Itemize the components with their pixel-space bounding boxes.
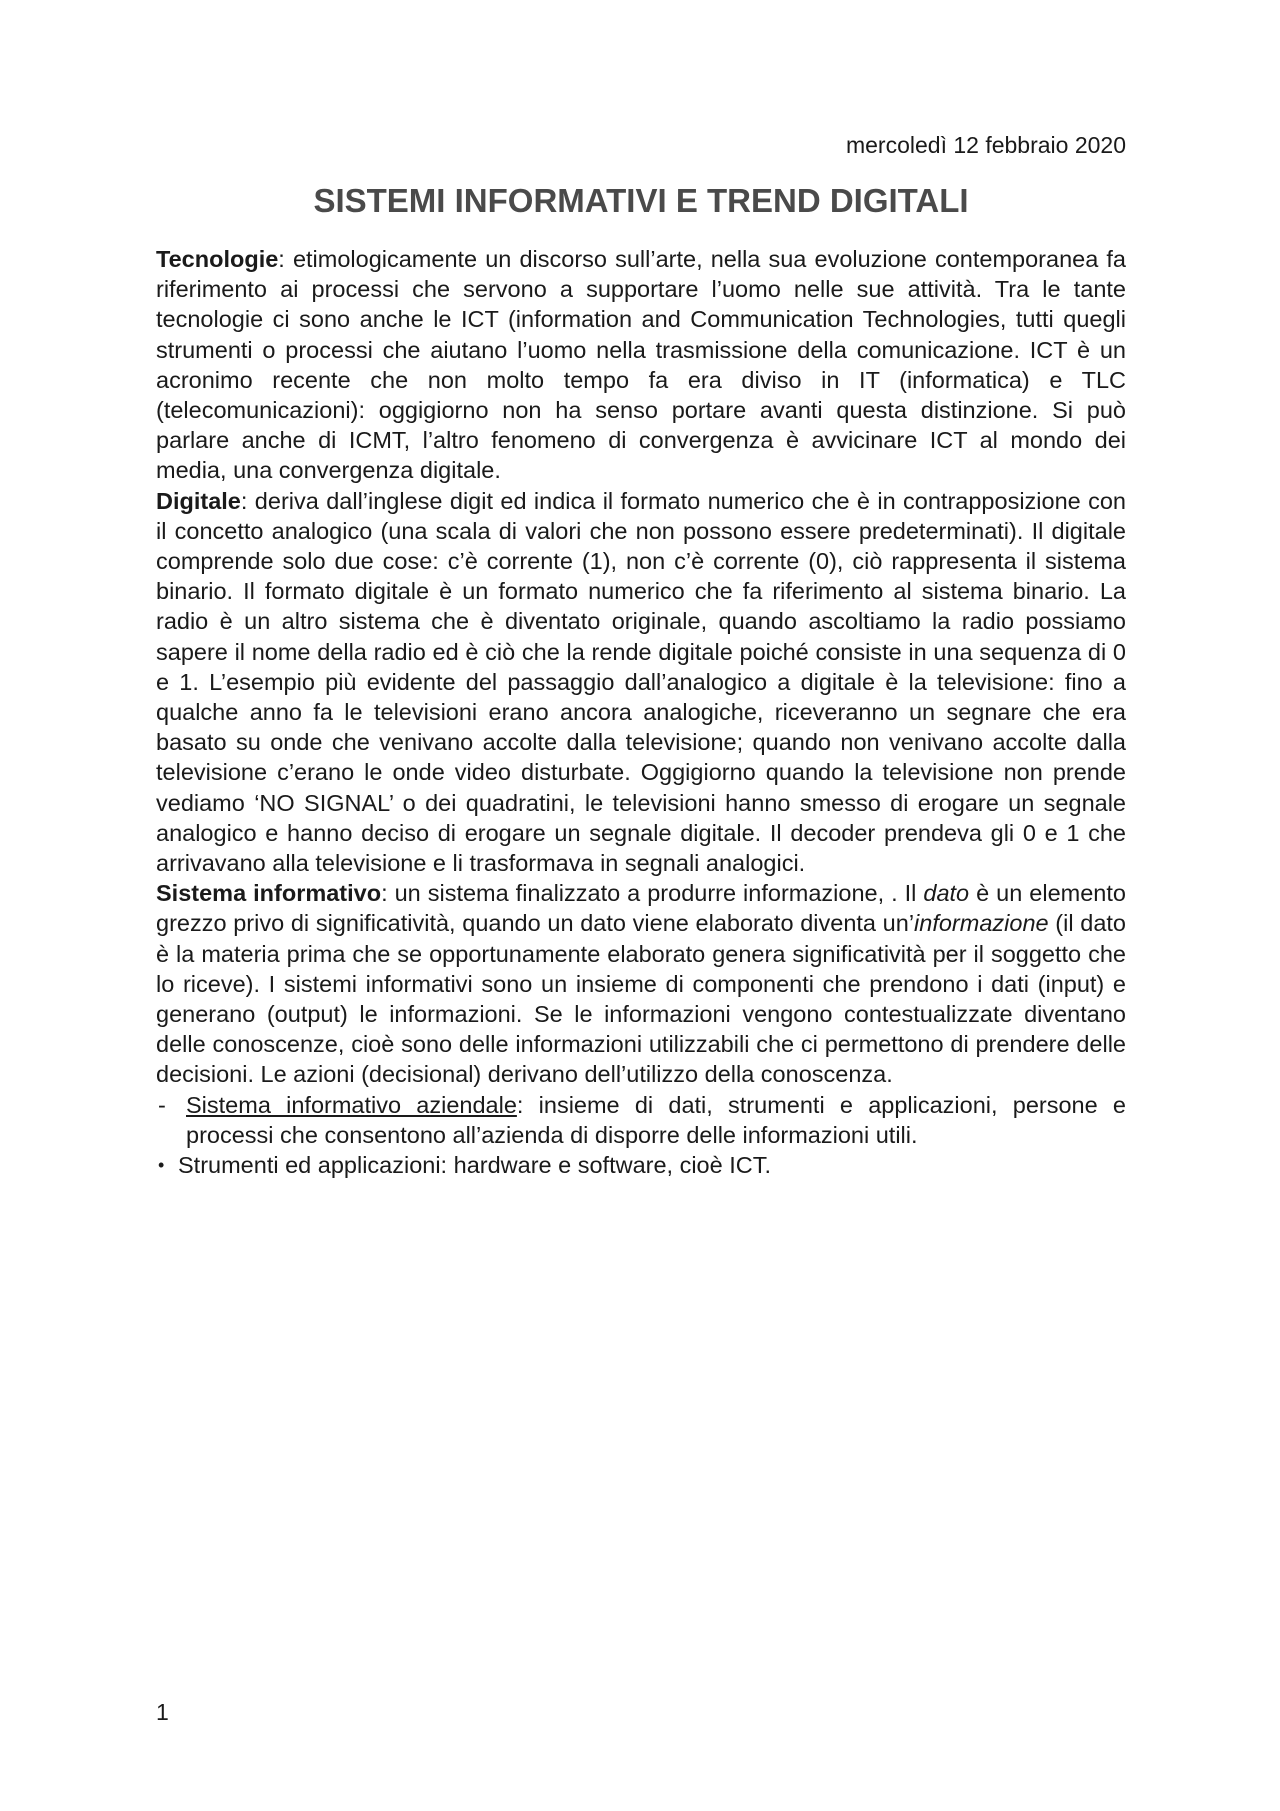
paragraph-text: : deriva dall’inglese digit ed indica il formato numerico che è in contrapposizione con il concetto analogico (una scala di valori che non possono essere predeterminati). Il digitale comprende solo due cose: c’è corrente (1), non c’è corrente (0), ciò rappresenta il sistema binario. Il formato digitale è un formato numerico che fa riferimento al sistema binario. La radio è un altro sistema che è diventato originale, quando ascoltiamo la radio possiamo sapere il nome della radio ed è ciò che la rende digitale poiché consiste in una sequenza di 0 e 1. L’esempio più evidente del passaggio dall’analogico a digitale è la televisione: fino a qualche anno fa le televisioni erano ancora analogiche, riceveranno un segnare che era basato su onde che venivano accolte dalla televisione; quando non venivano accolte dalla televisione c’erano le onde video disturbate. Oggigiorno quando la televisione non prende vediamo ‘NO SIGNAL’ o dei quadratini, le televisioni hanno smesso di erogare un segnale analogico e hanno deciso di erogare un segnale digitale. Il decoder prendeva gli 0 e 1 che arrivavano alla televisione e li trasformava in segnali analogici.: [156, 487, 1126, 877]
list-item-text: : insieme di dati, strumenti e applicazioni, persone e processi che consentono all’azienda di disporre delle informazioni utili.: [186, 1091, 1126, 1148]
term-digitale: Digitale: [156, 487, 241, 514]
paragraph-tecnologie: [156, 244, 1126, 486]
document-date: mercoledì 12 febbraio 2020: [845, 132, 1126, 158]
document-body: [156, 244, 1126, 1180]
term-sistema-informativo: Sistema informativo: [156, 880, 382, 907]
paragraph-text: è un elemento grezzo privo di significatività, quando un dato viene elaborato diventa un’: [156, 880, 1126, 937]
term-sistema-aziendale: Sistema informativo aziendale: [186, 1091, 517, 1118]
emphasis-informazione: informazione: [914, 910, 1049, 937]
paragraph-text: : etimologicamente un discorso sull’arte, nella sua evoluzione contemporanea fa riferimento ai processi che servono a supportare l’uomo nelle sue attività. Tra le tante tecnologie ci sono anche le ICT (information and Communication Technologies, tutti quegli strumenti o processi che aiutano l’uomo nella trasmissione della comunicazione. ICT è un acronimo recente che non molto tempo fa era diviso in IT (informatica) e TLC (telecomunicazioni): oggigiorno non ha senso portare avanti questa distinzione. Si può parlare anche di ICMT, l’altro fenomeno di convergenza è avvicinare ICT al mondo dei media, una convergenza digitale.: [156, 246, 1126, 484]
paragraph-sistema-informativo: [156, 878, 1126, 1089]
paragraph-text: : un sistema finalizzato a produrre informazione, . Il: [381, 880, 924, 907]
paragraph-text: (il dato è la materia prima che se opportunamente elaborato genera significatività per il soggetto che lo riceve). I sistemi informativi sono un insieme di componenti che prendono i dati (input) e generano (output) le informazioni. Se le informazioni vengono contestualizzate diventano delle conoscenze, cioè sono delle informazioni utilizzabili che ci permettono di prendere delle decisioni. Le azioni (decisional) derivano dell’utilizzo della conoscenza.: [156, 910, 1126, 1088]
list-item-text: Strumenti ed applicazioni: hardware e software, cioè ICT.: [178, 1152, 772, 1179]
paragraph-digitale: [156, 486, 1126, 879]
dash-marker: -: [158, 1091, 166, 1118]
list-item-strumenti: [156, 1150, 1126, 1180]
emphasis-dato: dato: [923, 880, 970, 907]
list-item-sistema-aziendale: [156, 1090, 1126, 1150]
page-number: 1: [156, 1699, 169, 1725]
document-title: SISTEMI INFORMATIVI E TREND DIGITALI: [313, 182, 969, 219]
bullet-marker: •: [158, 1155, 165, 1176]
term-tecnologie: Tecnologie: [156, 246, 279, 272]
